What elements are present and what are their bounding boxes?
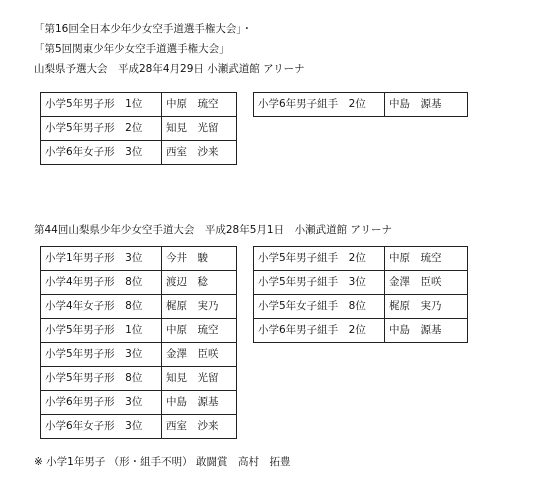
section2-left-table xyxy=(40,246,237,439)
table-row xyxy=(41,117,237,141)
table-row xyxy=(41,367,237,391)
table-row xyxy=(41,271,237,295)
name-cell: 今井 駿 xyxy=(162,247,237,271)
name-cell: 梶原 実乃 xyxy=(162,295,237,319)
name-cell: 知見 光留 xyxy=(162,367,237,391)
section2-right-table xyxy=(253,246,468,343)
name-cell: 西室 沙来 xyxy=(162,415,237,439)
table-row xyxy=(41,93,237,117)
table-row xyxy=(254,93,468,117)
name-cell: 金澤 臣咲 xyxy=(162,343,237,367)
name-cell: 中島 源基 xyxy=(385,93,468,117)
section2-heading: 第44回山梨県少年少女空手道大会 平成28年5月1日 小瀬武道館 アリーナ xyxy=(34,224,392,236)
name-cell: 金澤 臣咲 xyxy=(385,271,468,295)
category-cell: 小学5年男子組手 3位 xyxy=(254,271,385,295)
name-cell: 知見 光留 xyxy=(162,117,237,141)
table-row xyxy=(41,343,237,367)
name-cell: 中島 源基 xyxy=(162,391,237,415)
section1-right-table xyxy=(253,92,468,117)
table-row xyxy=(41,247,237,271)
table-row xyxy=(41,319,237,343)
name-cell: 梶原 実乃 xyxy=(385,295,468,319)
name-cell: 中原 琉空 xyxy=(385,247,468,271)
category-cell: 小学6年女子形 3位 xyxy=(41,415,162,439)
category-cell: 小学6年男子組手 2位 xyxy=(254,319,385,343)
name-cell: 西室 沙来 xyxy=(162,141,237,165)
table-row xyxy=(254,295,468,319)
category-cell: 小学5年男子形 2位 xyxy=(41,117,162,141)
category-cell: 小学5年男子形 1位 xyxy=(41,319,162,343)
category-cell: 小学5年男子形 8位 xyxy=(41,367,162,391)
category-cell: 小学6年男子組手 2位 xyxy=(254,93,385,117)
section1-left-table xyxy=(40,92,237,165)
table-row xyxy=(41,295,237,319)
category-cell: 小学4年女子形 8位 xyxy=(41,295,162,319)
category-cell: 小学5年女子組手 8位 xyxy=(254,295,385,319)
heading-line-1: 「第16回全日本少年少女空手道選手権大会」・ xyxy=(34,23,253,35)
name-cell: 中原 琉空 xyxy=(162,93,237,117)
category-cell: 小学5年男子形 3位 xyxy=(41,343,162,367)
heading-line-3: 山梨県予選大会 平成28年4月29日 小瀬武道館 アリーナ xyxy=(34,63,305,75)
category-cell: 小学4年男子形 8位 xyxy=(41,271,162,295)
name-cell: 中島 源基 xyxy=(385,319,468,343)
name-cell: 中原 琉空 xyxy=(162,319,237,343)
category-cell: 小学5年男子組手 2位 xyxy=(254,247,385,271)
table-row xyxy=(254,319,468,343)
category-cell: 小学1年男子形 3位 xyxy=(41,247,162,271)
footnote: ※ 小学1年男子 （形・組手不明） 敢闘賞 高村 拓豊 xyxy=(34,456,291,468)
category-cell: 小学6年男子形 3位 xyxy=(41,391,162,415)
table-row xyxy=(254,271,468,295)
table-row xyxy=(254,247,468,271)
name-cell: 渡辺 稔 xyxy=(162,271,237,295)
heading-line-2: 「第5回関東少年少女空手道選手権大会」 xyxy=(34,43,230,55)
category-cell: 小学6年女子形 3位 xyxy=(41,141,162,165)
table-row xyxy=(41,415,237,439)
table-row xyxy=(41,391,237,415)
table-row xyxy=(41,141,237,165)
category-cell: 小学5年男子形 1位 xyxy=(41,93,162,117)
